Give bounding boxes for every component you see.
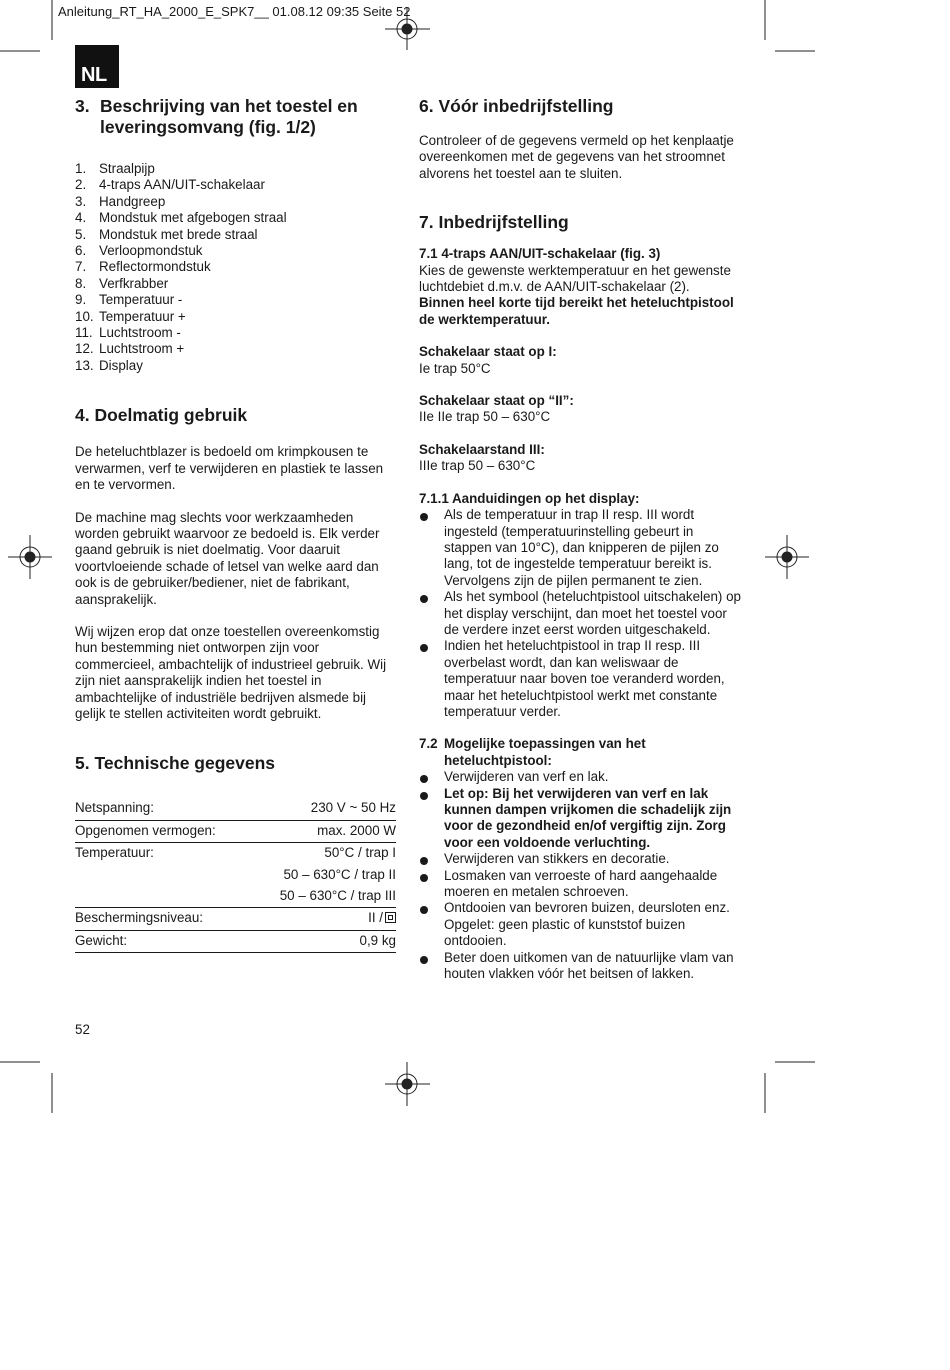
- section-4-paragraph-3: Wij wijzen erop dat onze toestellen overeenkomstig hun bestemming niet ontworpen zijn voor commercieel, ambachtelijk of industrieel gebruik. Wij zijn niet aansprakelijk indien het toestel in ambachtelijke of industriële bedrijven alsmede bij gelijk te stellen activiteiten wordt gebruikt.: [75, 623, 387, 721]
- bullet-icon: [419, 851, 444, 867]
- list-item: Ontdooien van bevroren buizen, deursloten enz. Opgelet: geen plastic of kunststof buizen ontdooien.: [419, 900, 741, 949]
- parts-list: [75, 161, 397, 374]
- section-4-paragraph-1: De heteluchtblazer is bedoeld om krimpkousen te verwarmen, verf te verwijderen en plastiek te lassen en te vervormen.: [75, 444, 384, 493]
- print-slug-line: Anleitung_RT_HA_2000_E_SPK7__ 01.08.12 09:35 Seite 52: [58, 4, 411, 19]
- section-7-1-bold-text: Binnen heel korte tijd bereikt het heteluchtpistool de werktemperatuur.: [419, 295, 734, 327]
- switch-2-value: IIe IIe trap 50 – 630°C: [419, 409, 551, 425]
- display-indications-list: [419, 507, 741, 720]
- switch-3-label: Schakelaarstand III:: [419, 441, 545, 457]
- list-item: 7. Reflectormondstuk: [75, 259, 211, 275]
- list-item: Losmaken van verroeste of hard aangehaalde moeren en metalen schroeven.: [419, 868, 741, 901]
- registration-mark-right: [765, 535, 809, 579]
- registration-mark-bottom: [385, 1062, 430, 1106]
- section-3-heading: [75, 96, 397, 138]
- list-item: Verwijderen van verf en lak.: [419, 769, 741, 785]
- table-row: Opgenomen vermogen: max. 2000 W: [75, 820, 396, 842]
- table-row: Netspanning: 230 V ~ 50 Hz: [75, 798, 396, 820]
- table-row: 50 – 630°C / trap II: [283, 866, 396, 882]
- list-item: 4. Mondstuk met afgebogen straal: [75, 210, 287, 226]
- list-item: Als het symbool (heteluchtpistool uitschakelen) op het display verschijnt, dan moet het toestel voor de verdere inzet eerst worden uitgeschakeld.: [419, 589, 741, 638]
- bullet-icon: [419, 589, 444, 638]
- list-item: 6. Verloopmondstuk: [75, 243, 203, 259]
- table-row: 50 – 630°C / trap III: [75, 886, 396, 908]
- section-5-heading: 5. Technische gegevens: [75, 753, 276, 774]
- section-7-1-1-heading: 7.1.1 Aanduidingen op het display:: [419, 490, 640, 506]
- section-6-paragraph: Controleer of de gegevens vermeld op het kenplaatje overeenkomen met de gegevens van het stroomnet alvorens het toestel aan te sluiten.: [419, 133, 734, 181]
- bullet-icon: [419, 900, 444, 949]
- bullet-icon: [419, 868, 444, 901]
- applications-list: [419, 769, 741, 982]
- bullet-icon: [419, 769, 444, 785]
- section-7-2-heading: 7.2 Mogelijke toepassingen van het heteluchtpistool:: [419, 736, 646, 768]
- bullet-icon: [419, 507, 444, 589]
- protection-class-ii-icon: [385, 912, 396, 923]
- bullet-icon: [419, 786, 444, 852]
- section-7-heading: 7. Inbedrijfstelling: [419, 212, 569, 233]
- section-4-heading: 4. Doelmatig gebruik: [75, 405, 248, 426]
- list-item: 10. Temperatuur +: [75, 308, 186, 324]
- right-column: [419, 96, 741, 982]
- list-item: 11. Luchtstroom -: [75, 325, 181, 341]
- section-4-paragraph-2: De machine mag slechts voor werkzaamheden worden gebruikt waarvoor ze bedoeld is. Elk verder gaand gebruik is niet doelmatig. Voor daaruit voortvloeiende schade of letsel van welke aard dan ook is de gebruiker/bediener, niet de fabrikant, aansprakelijk.: [75, 509, 380, 607]
- list-item: 9. Temperatuur -: [75, 292, 183, 308]
- bullet-icon: [419, 950, 444, 983]
- list-item: Indien het heteluchtpistool in trap II resp. III overbelast wordt, dan kan weliswaar de temperatuur naar boven toe veranderd worden, maar het heteluchtpistool werkt met constante temperatuur verder.: [419, 638, 741, 720]
- table-row: Gewicht: 0,9 kg: [75, 930, 396, 952]
- list-item: 1. Straalpijp: [75, 161, 155, 176]
- technical-data-table: [75, 798, 396, 953]
- list-item: Als de temperatuur in trap II resp. III wordt ingesteld (temperatuurinstelling gebeurt in stappen van 10°C), dan knipperen de pijlen zo lang, tot de ingestelde temperatuur bereikt is. Vervolgens zijn de pijlen permanent te zien.: [419, 507, 741, 589]
- switch-3-value: IIIe trap 50 – 630°C: [419, 458, 536, 474]
- list-item: 8. Verfkrabber: [75, 275, 169, 291]
- list-item: 3. Handgreep: [75, 193, 166, 209]
- table-row: Beschermingsniveau: II /: [75, 908, 396, 930]
- registration-mark-left: [8, 535, 52, 579]
- list-item: 13. Display: [75, 357, 143, 373]
- bullet-icon: [419, 638, 444, 720]
- list-item: Verwijderen van stikkers en decoratie.: [419, 851, 741, 867]
- section-7-1-text: Kies de gewenste werktemperatuur en het gewenste luchtdebiet d.m.v. de AAN/UIT-schakelaar (2).: [419, 262, 731, 295]
- switch-1-label: Schakelaar staat op I:: [419, 344, 557, 360]
- table-row: Temperatuur: 50°C / trap I: [75, 845, 396, 861]
- switch-1-value: Ie trap 50°C: [419, 360, 491, 376]
- left-column: [75, 96, 397, 953]
- list-item: 2. 4-traps AAN/UIT-schakelaar: [75, 177, 265, 193]
- section-6-heading: 6. Vóór inbedrijfstelling: [419, 96, 614, 116]
- list-item: 5. Mondstuk met brede straal: [75, 226, 258, 242]
- list-item: Beter doen uitkomen van de natuurlijke vlam van houten vlakken vóór het beitsen of lakken.: [419, 950, 741, 983]
- list-item-warning: Let op: Bij het verwijderen van verf en lak kunnen dampen vrijkomen die schadelijk zijn voor de gezondheid en/of vergiftig zijn. Zorg voor een voldoende verluchting.: [419, 786, 741, 852]
- list-item: 12. Luchtstroom +: [75, 341, 185, 357]
- section-7-1-heading: 7.1 4-traps AAN/UIT-schakelaar (fig. 3): [419, 246, 661, 262]
- switch-2-label: Schakelaar staat op “II”:: [419, 393, 574, 409]
- section-3-number: 3.: [75, 96, 90, 116]
- language-badge: NL: [75, 45, 119, 88]
- section-3-title: Beschrijving van het toestel en leveringsomvang (fig. 1/2): [100, 96, 358, 137]
- page-number: 52: [75, 1022, 90, 1037]
